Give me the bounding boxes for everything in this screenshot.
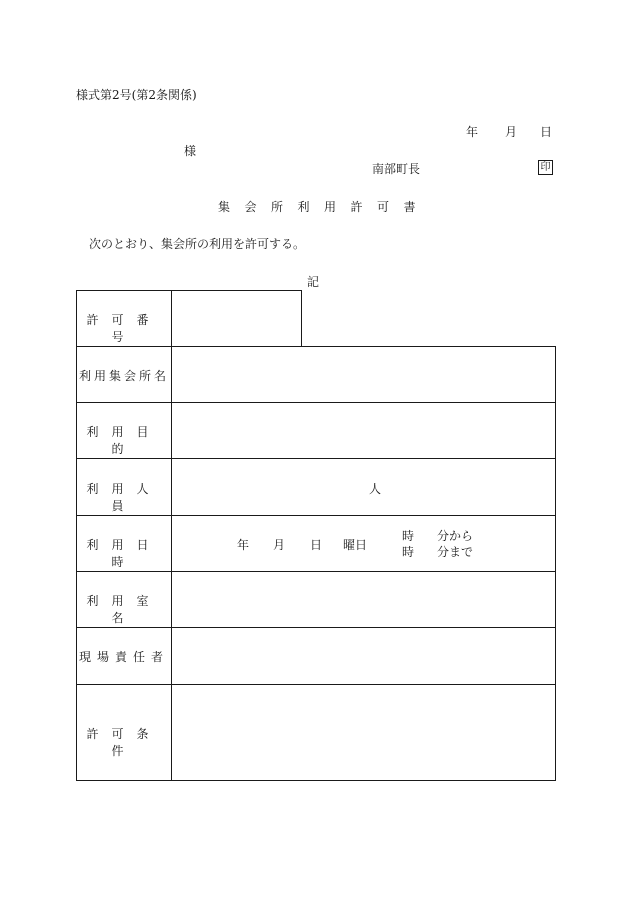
datetime-minute-from: 分から <box>437 529 474 543</box>
row-label-datetime: 利用日時 <box>86 538 162 569</box>
datetime-day: 日 <box>310 538 323 552</box>
row-label-purpose: 利用目的 <box>86 425 162 456</box>
row-label-room-name: 利用室名 <box>86 594 162 625</box>
datetime-hour-from: 時 <box>402 529 415 543</box>
row-label-attendees: 利用人員 <box>86 482 162 513</box>
record-label: 記 <box>307 275 320 289</box>
datetime-minute-to: 分まで <box>437 545 474 559</box>
row-label-permit-number: 許可番号 <box>86 313 162 344</box>
form-number: 様式第2号(第2条関係) <box>76 88 197 102</box>
datetime-hour-to: 時 <box>402 545 415 559</box>
row-separator <box>76 684 556 685</box>
date-year: 年 <box>466 125 479 139</box>
row-separator <box>76 402 556 403</box>
row-label-conditions: 許可条件 <box>86 727 162 758</box>
row-label-site-manager: 現場責任者 <box>78 650 169 664</box>
addressee-suffix: 様 <box>184 144 197 158</box>
document-title: 集会所利用許可書 <box>218 200 431 214</box>
row-separator <box>76 571 556 572</box>
date-day: 日 <box>540 125 553 139</box>
label-divider <box>171 290 172 780</box>
attendees-unit: 人 <box>369 482 382 496</box>
datetime-month: 月 <box>273 538 286 552</box>
row-separator <box>76 627 556 628</box>
issuer: 南部町長 <box>372 162 421 176</box>
intro-text: 次のとおり、集会所の利用を許可する。 <box>89 237 306 251</box>
seal-mark: 印 <box>538 160 553 175</box>
row-label-facility-name: 利用集会所名 <box>78 369 169 383</box>
row-separator <box>76 515 556 516</box>
row-separator <box>76 458 556 459</box>
datetime-weekday: 曜日 <box>343 538 368 552</box>
date-month: 月 <box>505 125 518 139</box>
datetime-year: 年 <box>237 538 250 552</box>
